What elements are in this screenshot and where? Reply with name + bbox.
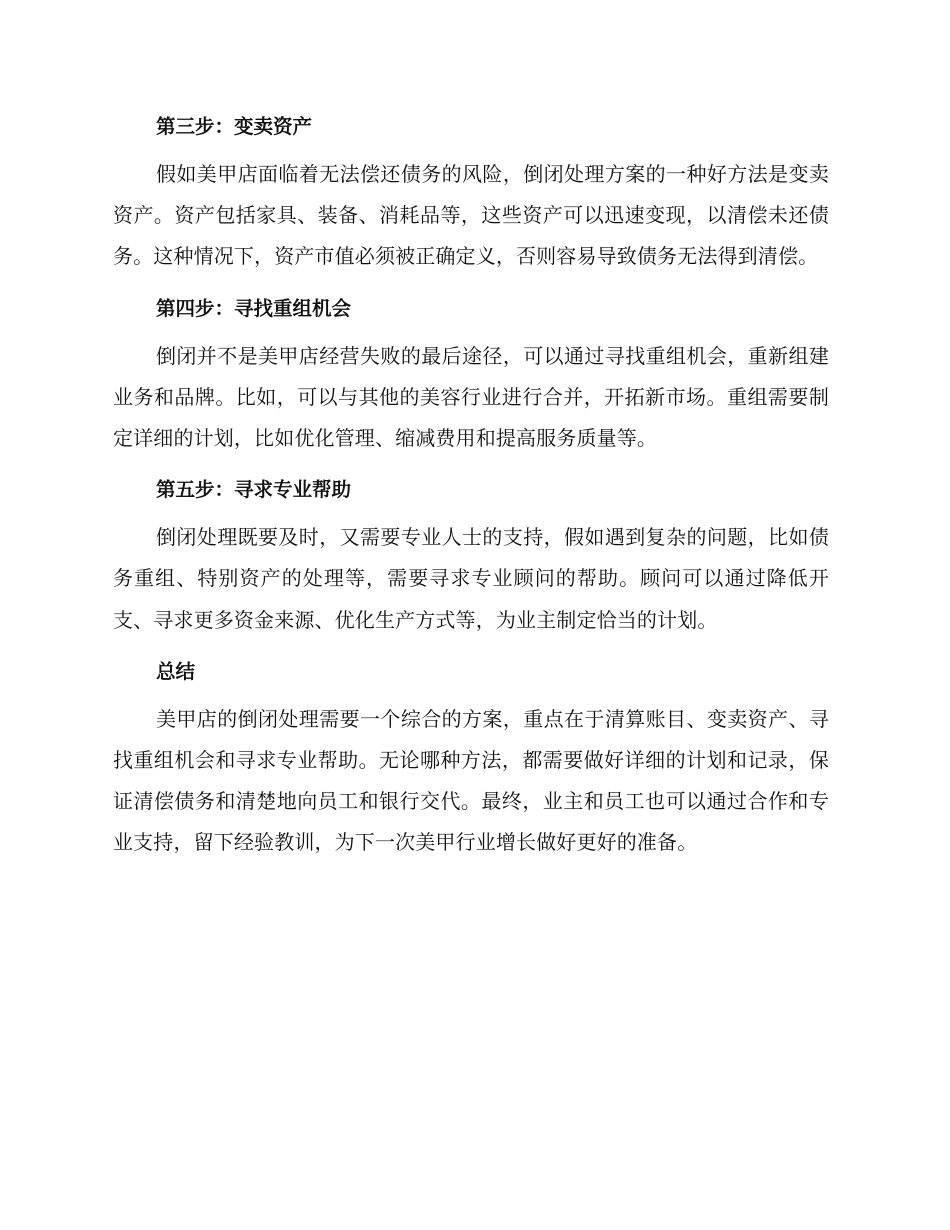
document-page bbox=[113, 108, 829, 876]
section-heading-step5: 第五步：寻求专业帮助 bbox=[156, 478, 352, 502]
section-heading-summary: 总结 bbox=[156, 659, 196, 683]
section-paragraph-step5: 倒闭处理既要及时，又需要专业人士的支持，假如遇到复杂的问题，比如债务重组、特别资产的处理等，需要寻求专业顾问的帮助。顾问可以通过降低开支、寻求更多资金来源、优化生产方式等，为业主制定恰当的计划。 bbox=[113, 525, 829, 632]
section-heading-step4: 第四步：寻找重组机会 bbox=[156, 296, 352, 320]
section-paragraph-step4: 倒闭并不是美甲店经营失败的最后途径，可以通过寻找重组机会，重新组建业务和品牌。比如，可以与其他的美容行业进行合并，开拓新市场。重组需要制定详细的计划，比如优化管理、缩减费用和提高服务质量等。 bbox=[113, 343, 829, 451]
section-heading-step3: 第三步：变卖资产 bbox=[156, 115, 313, 138]
section-paragraph-summary: 美甲店的倒闭处理需要一个综合的方案，重点在于清算账目、变卖资产、寻找重组机会和寻求专业帮助。无论哪种方法，都需要做好详细的计划和记录，保证清偿债务和清楚地向员工和银行交代。最终，业主和员工也可以通过合作和专业支持，留下经验教训，为下一次美甲行业增长做好更好的准备。 bbox=[113, 706, 829, 855]
section-paragraph-step3: 假如美甲店面临着无法偿还债务的风险，倒闭处理方案的一种好方法是变卖资产。资产包括家具、装备、消耗品等，这些资产可以迅速变现，以清偿未还债务。这种情况下，资产市值必须被正确定义，否则容易导致债务无法得到清偿。 bbox=[113, 162, 829, 269]
